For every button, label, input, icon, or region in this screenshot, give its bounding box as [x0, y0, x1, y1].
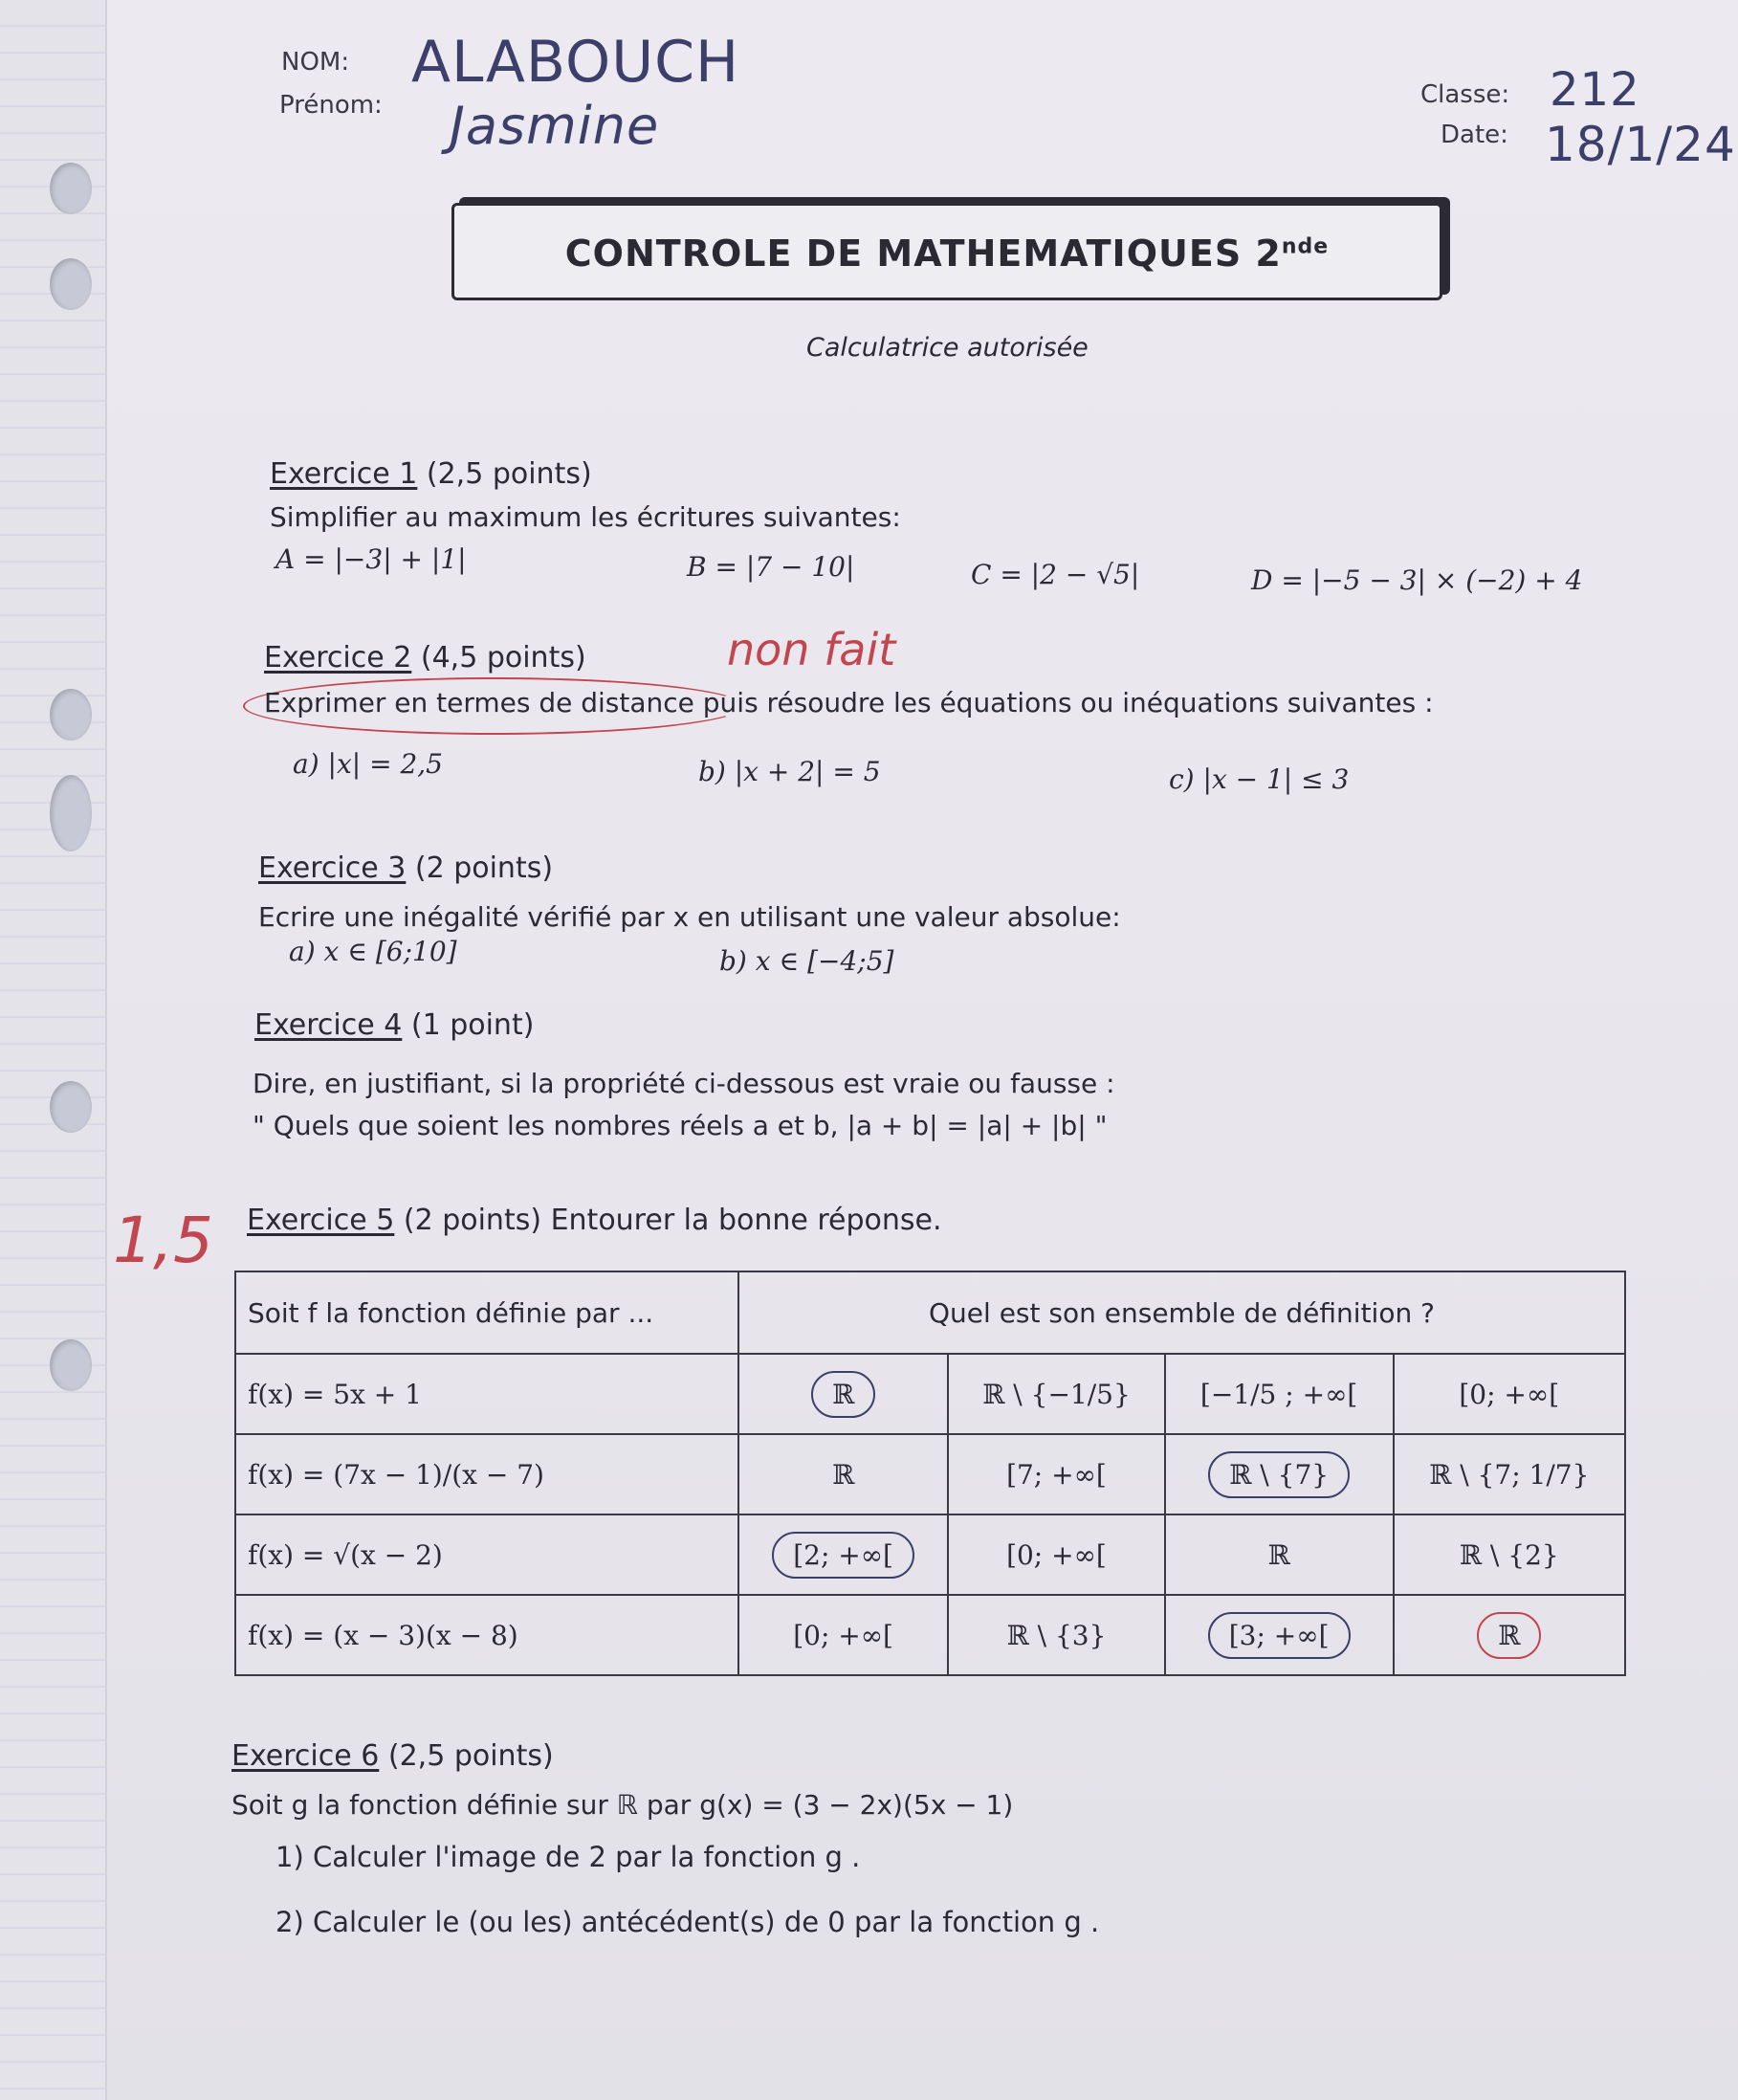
circled-answer: ℝ — [811, 1371, 875, 1418]
red-circled-answer: ℝ — [1477, 1612, 1541, 1659]
nom-label: NOM: — [281, 48, 350, 77]
function-cell: f(x) = (x − 3)(x − 8) — [235, 1595, 738, 1675]
table-header-row — [235, 1271, 1625, 1354]
answer-option[interactable] — [738, 1514, 948, 1595]
ex4-line1: Dire, en justifiant, si la propriété ci-dessous est vraie ou fausse : — [253, 1068, 1115, 1099]
ex1-heading: Exercice 1 (2,5 points) — [270, 457, 592, 491]
title-box — [451, 203, 1442, 300]
table-row — [235, 1514, 1625, 1595]
prenom-value: Jasmine — [450, 96, 660, 156]
col2-header: Quel est son ensemble de définition ? — [738, 1271, 1625, 1354]
table-row — [235, 1434, 1625, 1514]
score-annotation: 1,5 — [113, 1204, 213, 1277]
punch-hole — [50, 775, 92, 851]
punch-hole — [50, 163, 92, 214]
underlying-lined-sheet — [0, 0, 107, 2100]
answer-option[interactable] — [1165, 1434, 1394, 1514]
answer-option[interactable]: ℝ — [1165, 1514, 1394, 1595]
function-cell: f(x) = (7x − 1)/(x − 7) — [235, 1434, 738, 1514]
ex1-item-d: D = |−5 − 3| × (−2) + 4 — [1251, 564, 1583, 596]
function-cell: f(x) = √(x − 2) — [235, 1514, 738, 1595]
circled-answer: ℝ \ {7} — [1208, 1451, 1350, 1498]
ex2-item-b: b) |x + 2| = 5 — [698, 756, 881, 787]
answer-option[interactable]: [0; +∞[ — [738, 1595, 948, 1675]
ex5-heading: Exercice 5 (2 points) Entourer la bonne réponse. — [247, 1204, 942, 1237]
punch-hole — [50, 258, 92, 310]
function-cell: f(x) = 5x + 1 — [235, 1354, 738, 1434]
ex3-instruction: Ecrire une inégalité vérifié par x en utilisant une valeur absolue: — [258, 901, 1121, 933]
col1-header: Soit f la fonction définie par ... — [235, 1271, 738, 1354]
punch-hole — [50, 1081, 92, 1133]
answer-option[interactable]: [−1/5 ; +∞[ — [1165, 1354, 1394, 1434]
answer-option[interactable]: ℝ \ {2} — [1394, 1514, 1626, 1595]
nom-value: ALABOUCH — [411, 29, 740, 96]
date-label: Date: — [1441, 121, 1508, 149]
answer-option[interactable] — [738, 1354, 948, 1434]
ex1-instruction: Simplifier au maximum les écritures suivantes: — [270, 501, 901, 533]
answer-option[interactable]: [0; +∞[ — [948, 1514, 1165, 1595]
answer-option[interactable]: ℝ \ {−1/5} — [948, 1354, 1165, 1434]
ex2-item-a: a) |x| = 2,5 — [293, 748, 443, 780]
page-title: CONTROLE DE MATHEMATIQUES 2nde — [564, 232, 1330, 275]
ex6-intro: Soit g la fonction définie sur ℝ par g(x) = (3 − 2x)(5x − 1) — [231, 1789, 1014, 1821]
ex2-item-c: c) |x − 1| ≤ 3 — [1169, 763, 1350, 795]
punch-hole — [50, 689, 92, 741]
answer-option[interactable] — [1394, 1595, 1626, 1675]
ex2-teacher-note: non fait — [727, 624, 896, 675]
page-subtitle: Calculatrice autorisée — [806, 333, 1089, 363]
ex2-instruction: Exprimer en termes de distance puis résoudre les équations ou inéquations suivantes : — [264, 687, 1434, 718]
ex4-heading: Exercice 4 (1 point) — [254, 1008, 535, 1042]
ex3-item-a: a) x ∈ [6;10] — [289, 936, 457, 967]
domain-table — [234, 1271, 1626, 1676]
answer-option[interactable]: ℝ \ {3} — [948, 1595, 1165, 1675]
answer-option[interactable]: [7; +∞[ — [948, 1434, 1165, 1514]
answer-option[interactable] — [1165, 1595, 1394, 1675]
table-row — [235, 1354, 1625, 1434]
ex3-heading: Exercice 3 (2 points) — [258, 851, 554, 885]
circled-answer: [3; +∞[ — [1208, 1612, 1351, 1659]
ex6-question-2: 2) Calculer le (ou les) antécédent(s) de 0 par la fonction g . — [275, 1906, 1100, 1938]
classe-value: 212 — [1550, 63, 1640, 117]
ex6-questions — [275, 1841, 1099, 1971]
ex4-line2: " Quels que soient les nombres réels a et b, |a + b| = |a| + |b| " — [253, 1110, 1108, 1141]
classe-label: Classe: — [1420, 80, 1510, 109]
punch-hole — [50, 1339, 92, 1391]
ex3-item-b: b) x ∈ [−4;5] — [719, 945, 894, 977]
answer-option[interactable]: ℝ \ {7; 1/7} — [1394, 1434, 1626, 1514]
table-row — [235, 1595, 1625, 1675]
ex1-item-c: C = |2 − √5| — [971, 559, 1140, 590]
date-value: 18/1/24 — [1545, 117, 1736, 172]
ex1-item-a: A = |−3| + |1| — [275, 543, 467, 575]
circled-answer: [2; +∞[ — [772, 1532, 914, 1579]
ex6-heading: Exercice 6 (2,5 points) — [231, 1739, 554, 1773]
prenom-label: Prénom: — [279, 91, 383, 120]
ex2-heading: Exercice 2 (4,5 points) — [264, 641, 586, 674]
ex1-item-b: B = |7 − 10| — [687, 551, 855, 583]
answer-option[interactable]: [0; +∞[ — [1394, 1354, 1626, 1434]
ex6-question-1: 1) Calculer l'image de 2 par la fonction g . — [275, 1841, 861, 1873]
answer-option[interactable]: ℝ — [738, 1434, 948, 1514]
